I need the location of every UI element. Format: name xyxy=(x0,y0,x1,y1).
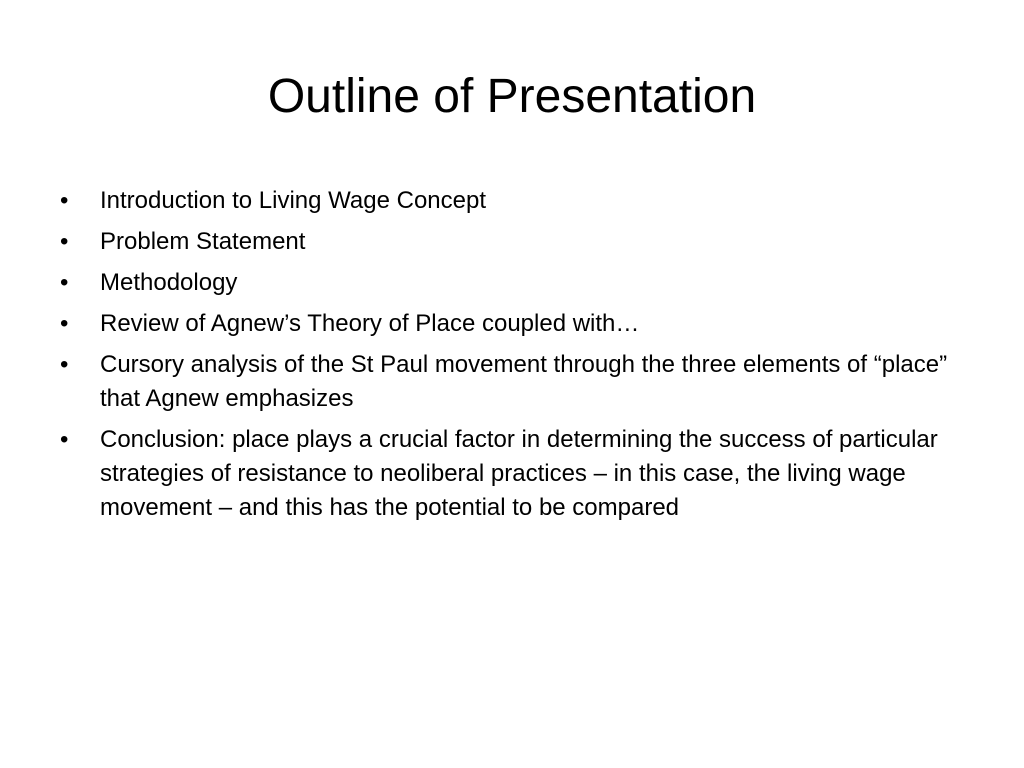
bullet-text: Methodology xyxy=(100,269,238,296)
bullet-item-introduction xyxy=(60,184,960,218)
bullet-item-review xyxy=(60,307,960,341)
bullet-text: Problem Statement xyxy=(100,228,306,255)
bullet-text: Introduction to Living Wage Concept xyxy=(100,187,487,214)
bullet-item-cursory-analysis xyxy=(60,348,960,416)
bullet-item-methodology xyxy=(60,266,960,300)
bullet-item-conclusion xyxy=(60,423,960,525)
bullet-text: Conclusion: place plays a crucial factor in determining the success of particular strategies of resistance to neoliberal practices – in this case, the living wage movement – and this has the potential to be compared xyxy=(100,426,938,521)
bullet-icon: • xyxy=(60,269,69,296)
bullet-item-problem-statement xyxy=(60,225,960,259)
bullet-icon: • xyxy=(60,351,69,378)
bullet-icon: • xyxy=(60,187,69,214)
slide-title: Outline of Presentation xyxy=(267,70,757,123)
bullet-list xyxy=(60,184,960,532)
bullet-text: Cursory analysis of the St Paul movement through the three elements of “place” that Agnew emphasizes xyxy=(100,351,948,412)
bullet-icon: • xyxy=(60,228,69,255)
bullet-icon: • xyxy=(60,426,69,453)
bullet-text: Review of Agnew’s Theory of Place coupled with… xyxy=(100,310,640,337)
bullet-icon: • xyxy=(60,310,69,337)
